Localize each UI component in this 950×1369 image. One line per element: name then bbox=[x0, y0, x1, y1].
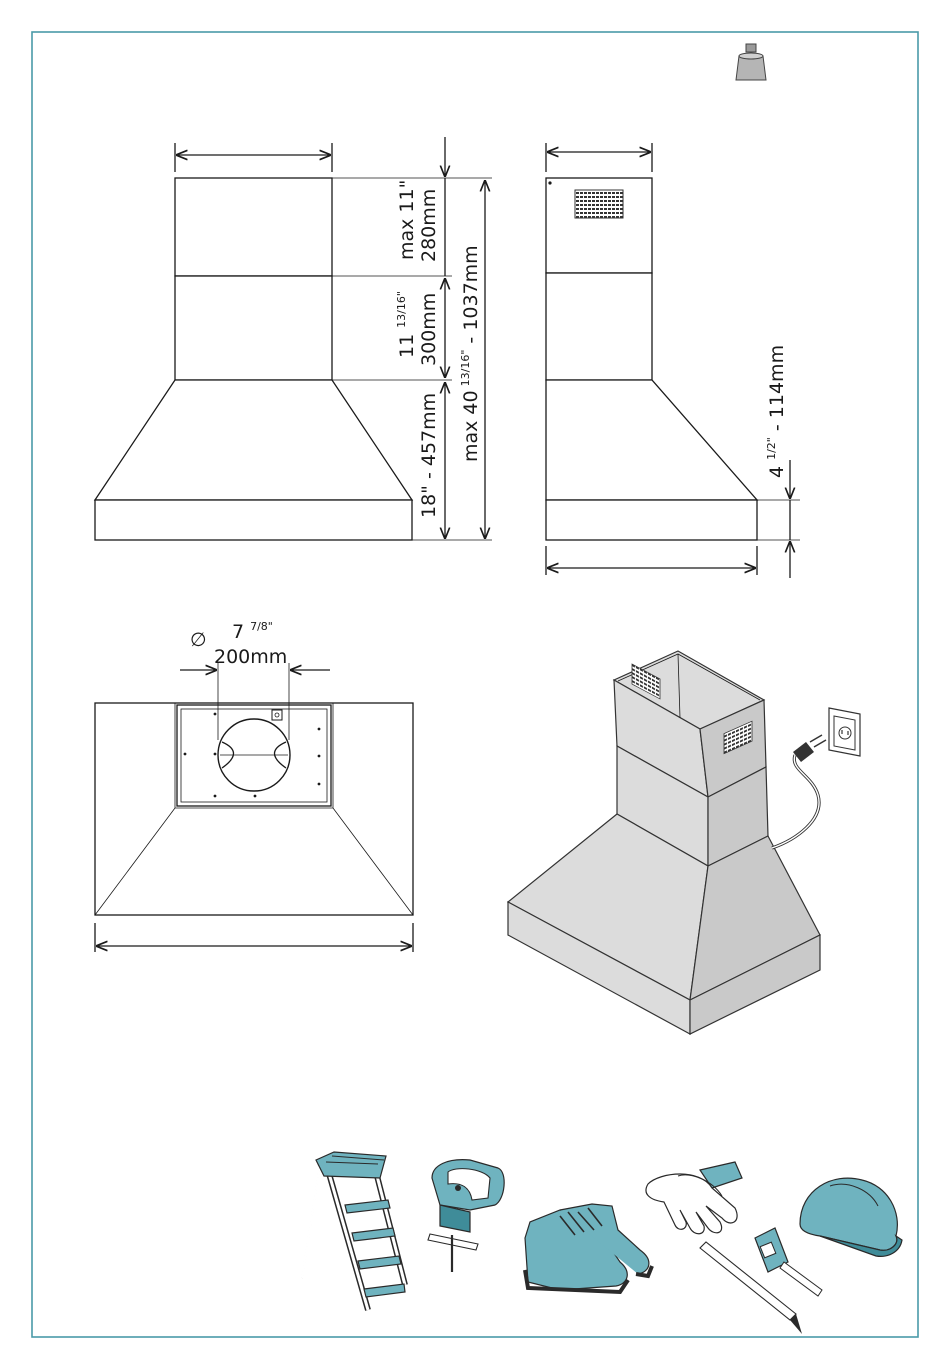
dim-mid-chimney-mm: 300mm bbox=[418, 292, 440, 366]
dim-hood-edge-frac: 1/2" bbox=[765, 437, 778, 460]
wall-outlet-icon bbox=[829, 708, 860, 756]
pencil-icon bbox=[700, 1242, 802, 1334]
jigsaw-icon bbox=[428, 1160, 504, 1272]
page-border bbox=[32, 32, 918, 1337]
work-gloves-icon bbox=[646, 1162, 742, 1234]
dim-outlet-mm: 200mm bbox=[214, 646, 288, 668]
dim-hood-edge-whole: 4 bbox=[766, 465, 788, 478]
dim-outlet-frac: 7/8" bbox=[250, 620, 273, 633]
svg-text:41/2" - 114mm bbox=[765, 345, 788, 478]
dim-mid-chimney-frac: 13/16" bbox=[395, 291, 408, 328]
bottom-view bbox=[95, 620, 413, 952]
plug-icon bbox=[793, 735, 826, 762]
dim-top-chimney-mm: 280mm bbox=[418, 188, 440, 262]
side-vent-grill bbox=[575, 190, 623, 218]
svg-text:1113/16" bbox=[395, 291, 418, 358]
svg-text:max 4013/16" - 1037mm bbox=[459, 245, 482, 462]
tape-measure-icon bbox=[755, 1228, 822, 1296]
dim-hood-edge-suffix: - 114mm bbox=[766, 344, 788, 438]
side-view bbox=[546, 143, 800, 578]
dim-outlet-whole: 7 bbox=[232, 621, 245, 643]
dim-top-chimney-in: max 11" bbox=[396, 179, 418, 260]
dim-hood-height: 18" - 457mm bbox=[418, 392, 440, 518]
power-cord bbox=[772, 755, 819, 848]
front-view bbox=[95, 137, 492, 540]
weight-icon bbox=[736, 44, 766, 80]
svg-text:77/8" bbox=[232, 620, 273, 643]
dim-total-prefix: max 40 bbox=[460, 390, 482, 462]
hard-hat-icon bbox=[800, 1178, 902, 1256]
dim-total-suffix: - 1037mm bbox=[460, 245, 482, 350]
dim-mid-chimney-in: 11 bbox=[396, 333, 418, 358]
step-ladder-icon bbox=[302, 1152, 405, 1310]
diameter-symbol: ∅ bbox=[190, 629, 207, 651]
safety-boots-icon bbox=[525, 1204, 652, 1292]
isometric-view bbox=[508, 651, 860, 1034]
dim-total-frac: 13/16" bbox=[459, 349, 472, 387]
